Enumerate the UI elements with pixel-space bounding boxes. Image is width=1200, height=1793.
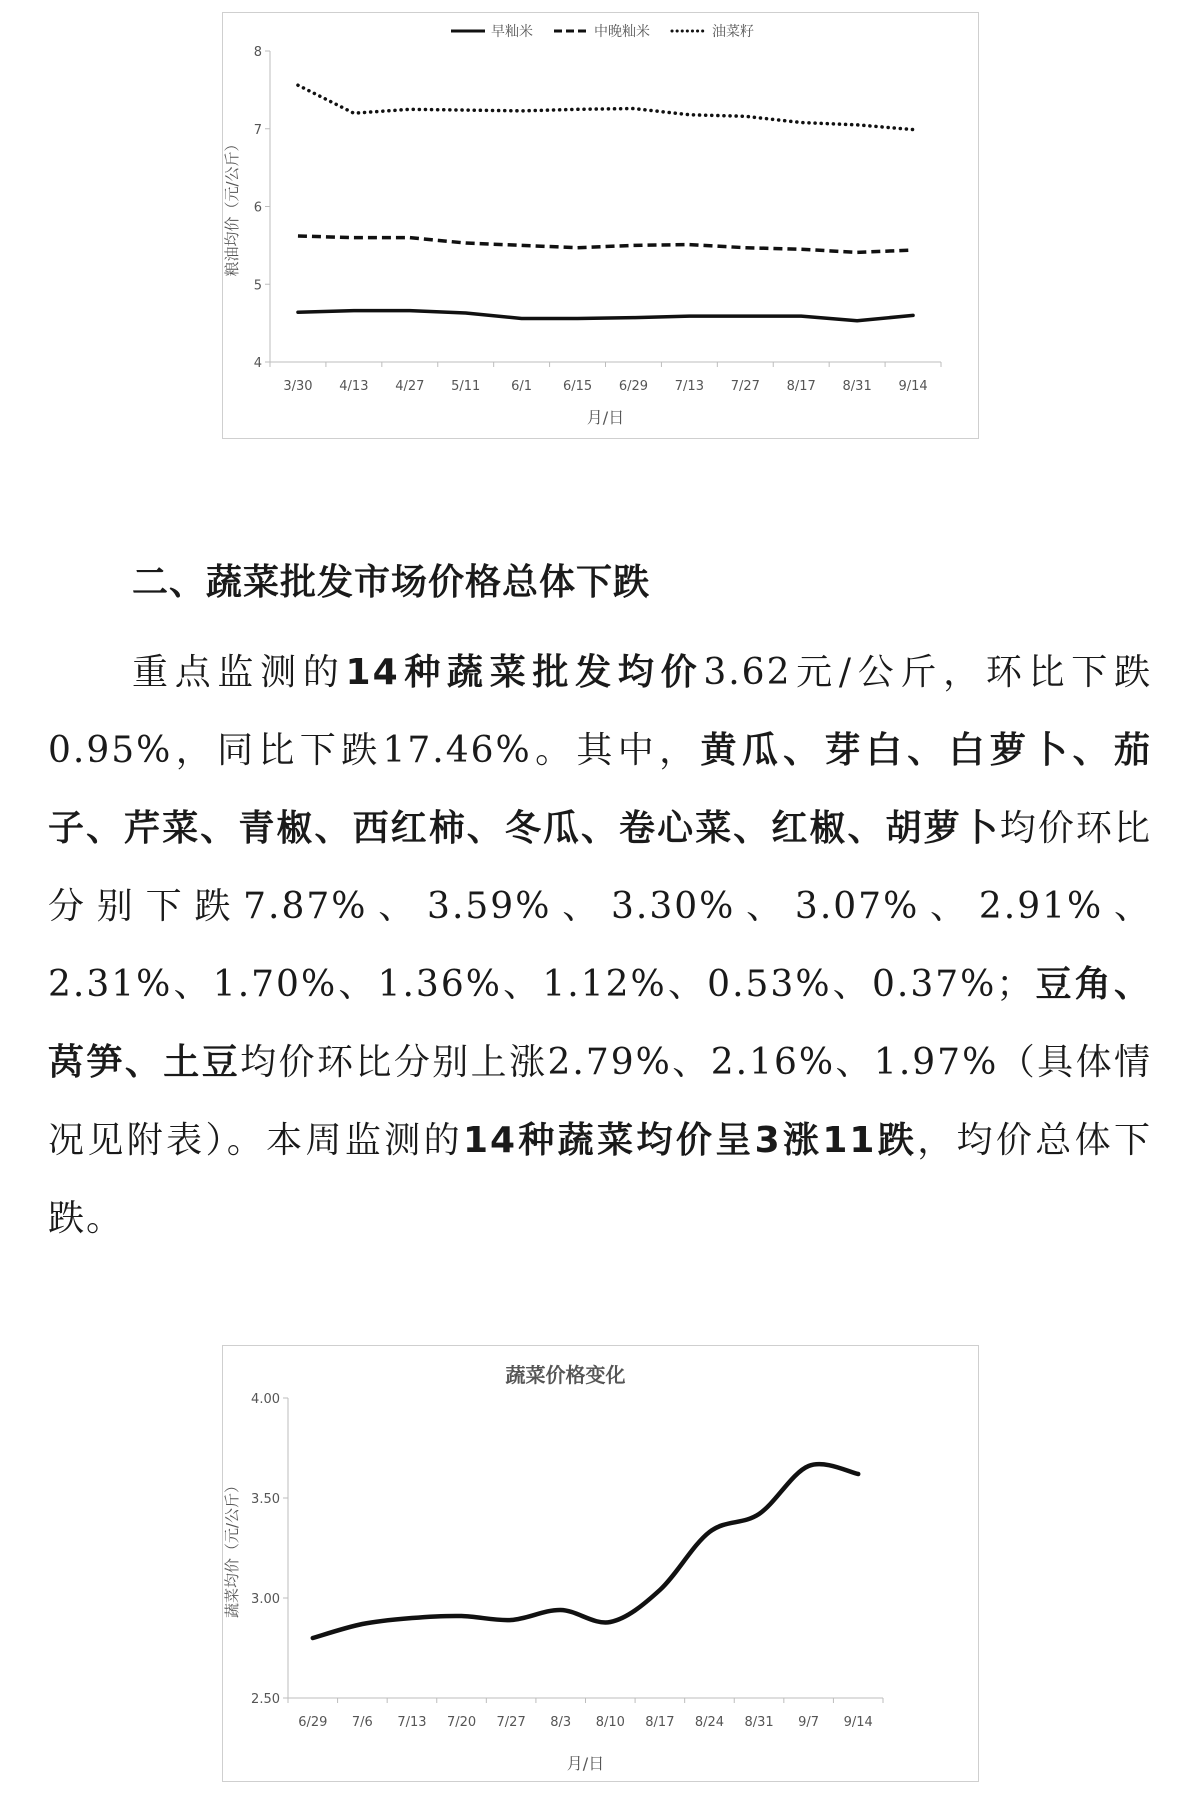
x-tick-label: 6/29 xyxy=(618,379,649,394)
x-tick-label: 6/15 xyxy=(562,379,593,394)
legend-entry: 早籼米 xyxy=(491,24,533,40)
y-tick-label: 3.00 xyxy=(251,1592,280,1607)
x-tick-label: 4/27 xyxy=(395,379,425,394)
paragraph-run: 均价环比分别上涨2.79%、2.16%、1.97%（具体情况见附表）。本周监测的 xyxy=(48,1042,1152,1161)
legend-entry: 中晚籼米 xyxy=(594,24,650,40)
paragraph-run: ，均价总体下跌。 xyxy=(48,1120,1152,1239)
x-tick-label: 5/11 xyxy=(451,379,481,394)
paragraph-bold-run: 黄瓜、芽白、白萝卜、茄子、芹菜、青椒、西红柿、冬瓜、卷心菜、红椒、胡萝卜 xyxy=(48,730,1152,849)
series-line-3 xyxy=(298,85,913,129)
x-tick-label: 8/17 xyxy=(786,379,816,394)
x-tick-label: 8/10 xyxy=(595,1715,625,1730)
grain-oil-price-chart xyxy=(222,12,979,439)
x-axis-label: 月/日 xyxy=(586,408,625,427)
grain-oil-chart-svg xyxy=(223,13,978,438)
y-tick-label: 5 xyxy=(253,278,262,294)
y-tick-label: 4.00 xyxy=(251,1392,280,1407)
vegetable-chart-svg xyxy=(223,1346,978,1781)
x-tick-label: 8/31 xyxy=(744,1715,774,1730)
y-tick-label: 6 xyxy=(253,200,262,216)
paragraph-bold-run: 14种蔬菜批发均价 xyxy=(345,652,704,693)
section-paragraph xyxy=(48,634,1152,1258)
y-tick-label: 4 xyxy=(253,356,262,371)
series-line-1 xyxy=(298,311,913,321)
x-tick-label: 3/30 xyxy=(283,379,313,394)
x-tick-label: 7/20 xyxy=(446,1715,477,1730)
y-axis-label: 蔬菜均价（元/公斤） xyxy=(223,1477,241,1619)
paragraph-bold-run: 14种蔬菜均价呈3涨11跌 xyxy=(462,1120,918,1161)
x-tick-label: 7/27 xyxy=(730,379,760,394)
x-tick-label: 6/1 xyxy=(511,379,533,394)
paragraph-run: 均价环比分别下跌7.87%、3.59%、3.30%、3.07%、2.91%、2.31%、1.70%、1.36%、1.12%、0.53%、0.37%； xyxy=(48,808,1152,1005)
y-axis-label: 粮油均价（元/公斤） xyxy=(223,136,241,277)
x-tick-label: 8/3 xyxy=(550,1715,572,1730)
y-tick-label: 7 xyxy=(253,122,262,138)
x-tick-label: 9/14 xyxy=(898,379,928,394)
paragraph-run: 重点监测的 xyxy=(132,652,346,693)
x-tick-label: 6/29 xyxy=(298,1715,328,1730)
x-axis-label: 月/日 xyxy=(566,1754,605,1773)
x-tick-label: 4/13 xyxy=(339,379,369,394)
x-tick-label: 8/31 xyxy=(842,379,872,394)
x-tick-label: 7/13 xyxy=(674,379,704,394)
x-tick-label: 8/24 xyxy=(694,1715,725,1730)
paragraph-run: 3.62元/公斤，环比下跌0.95%，同比下跌17.46%。其中， xyxy=(48,652,1152,771)
chart-title: 蔬菜价格变化 xyxy=(505,1363,626,1387)
y-tick-label: 2.50 xyxy=(251,1692,280,1707)
series-line-1 xyxy=(313,1464,858,1638)
y-tick-label: 8 xyxy=(253,45,262,60)
series-line-2 xyxy=(298,236,913,252)
section-heading: 二、蔬菜批发市场价格总体下跌 xyxy=(132,562,651,603)
x-tick-label: 9/7 xyxy=(798,1715,820,1730)
x-tick-label: 7/27 xyxy=(496,1715,526,1730)
x-tick-label: 7/6 xyxy=(351,1715,373,1730)
legend-entry: 油菜籽 xyxy=(712,24,754,40)
y-tick-label: 3.50 xyxy=(251,1492,280,1507)
x-tick-label: 8/17 xyxy=(645,1715,675,1730)
x-tick-label: 7/13 xyxy=(397,1715,427,1730)
paragraph-bold-run: 豆角、莴笋、土豆 xyxy=(48,964,1152,1083)
x-tick-label: 9/14 xyxy=(843,1715,873,1730)
vegetable-price-chart xyxy=(222,1345,979,1782)
